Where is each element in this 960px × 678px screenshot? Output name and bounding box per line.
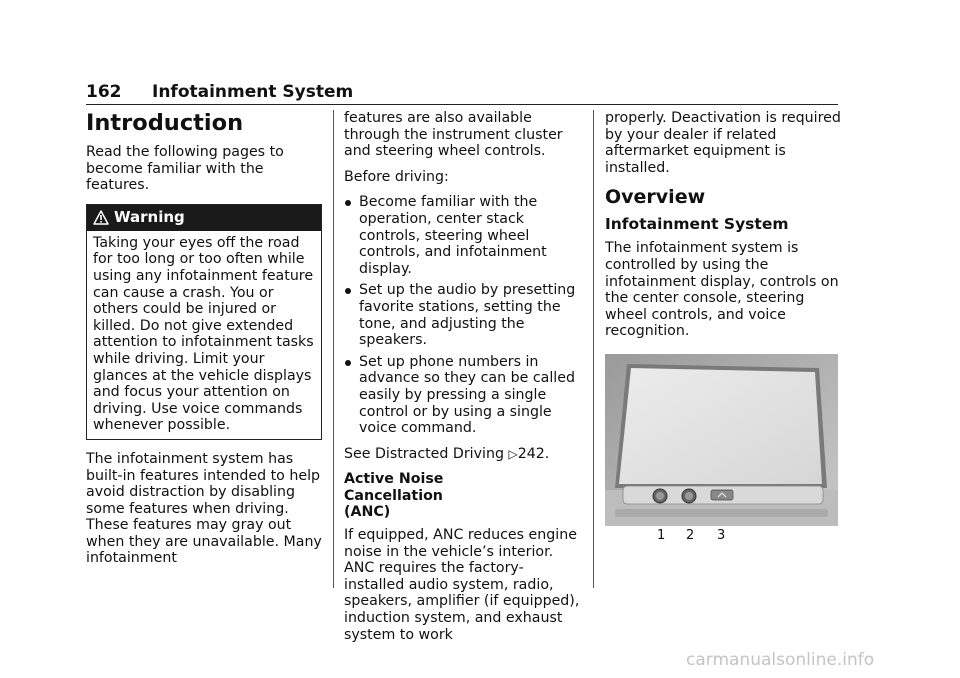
see-reference — [344, 446, 582, 463]
list-item: Become familiar with the operation, center stack controls, steering wheel controls, and infotainment display. — [344, 194, 582, 277]
column-divider — [333, 110, 334, 588]
column-divider — [593, 110, 594, 588]
warning-box — [86, 204, 322, 440]
infotainment-subheading: Infotainment System — [605, 215, 789, 234]
callout-1: 1 — [657, 527, 666, 543]
callout-2: 2 — [686, 527, 695, 543]
column-3 — [605, 110, 841, 543]
warning-icon — [93, 210, 109, 225]
see-page[interactable]: 242. — [517, 445, 550, 462]
distraction-paragraph: The infotainment system has built-in features intended to help avoid distraction by disabling some features when driving. These features may gray out when they are unavailable. Many infotainment — [86, 450, 322, 567]
list-item: Set up the audio by presetting favorite stations, setting the tone, and adjusting the speakers. — [344, 282, 582, 348]
before-driving-label: Before driving: — [344, 168, 449, 185]
introduction-heading: Introduction — [86, 110, 244, 136]
warning-header — [87, 205, 321, 231]
watermark: carmanualsonline.info — [686, 650, 875, 670]
page-ref-arrow-icon: ▷ — [508, 446, 518, 461]
warning-text: Taking your eyes off the road for too long or too often while using any infotainment feature can cause a crash. You or others could be injured or killed. Do not give extended attention to infotainment tasks while driving. Limit your glances at the vehicle displays and focus your attention on driving. Use voice commands whenever possible. — [93, 234, 314, 434]
warning-title: Warning — [114, 208, 185, 227]
column-1 — [86, 110, 322, 576]
infotainment-paragraph: The infotainment system is controlled by using the infotainment display, controls on the center console, steering wheel controls, and voice recognition. — [605, 240, 839, 340]
callout-3: 3 — [717, 527, 726, 543]
see-text: See Distracted Driving — [344, 445, 504, 462]
anc-heading: Active Noise Cancellation (ANC) — [344, 471, 444, 521]
overview-heading: Overview — [605, 186, 706, 209]
figure-callouts — [605, 526, 838, 544]
page-header — [86, 82, 838, 105]
infotainment-figure — [605, 354, 838, 543]
continued-paragraph: features are also available through the instrument cluster and steering wheel controls. — [344, 110, 563, 160]
list-item: Set up phone numbers in advance so they can be called easily by pressing a single control or by using a single voice command. — [344, 354, 582, 437]
continued-paragraph: properly. Deactivation is required by your dealer if related aftermarket equipment is installed. — [605, 110, 841, 176]
section-title: Infotainment System — [152, 82, 354, 102]
before-driving-list — [344, 194, 582, 436]
column-2 — [344, 110, 582, 652]
intro-paragraph: Read the following pages to become familiar with the features. — [86, 144, 284, 194]
infotainment-display-illustration — [605, 354, 838, 526]
anc-paragraph: If equipped, ANC reduces engine noise in the vehicle’s interior. ANC requires the factory-installed audio system, radio, speakers, amplifier (if equipped), induction system, and exhaust system to work — [344, 527, 580, 643]
page-number: 162 — [86, 82, 122, 102]
